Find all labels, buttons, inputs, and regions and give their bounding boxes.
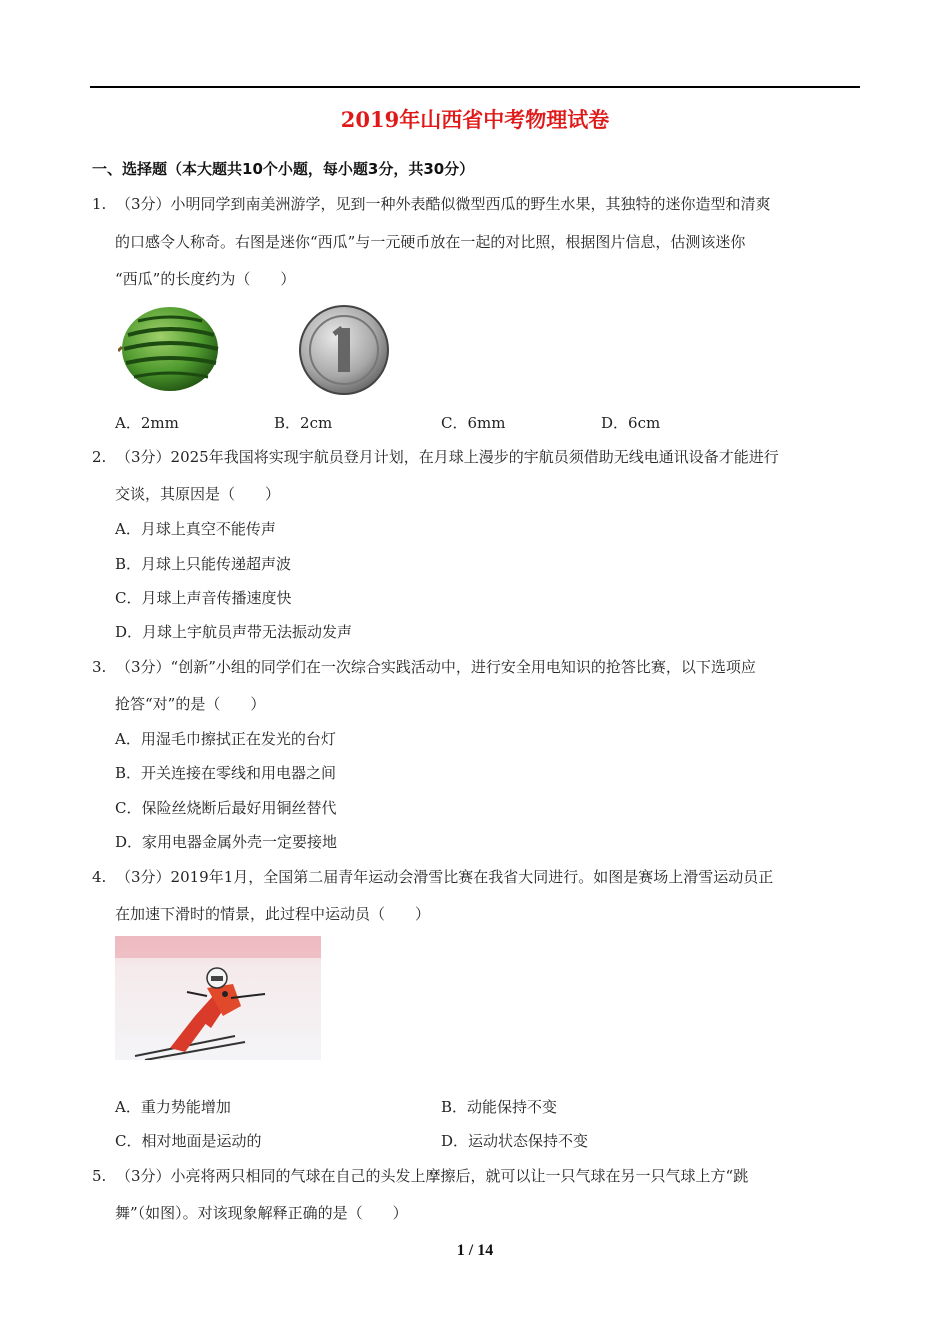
question-2-line-2: 交谈，其原因是（ ） [115,485,281,503]
question-2-option-d[interactable]: D．月球上宇航员声带无法振动发声 [115,623,353,641]
exam-title: 2019年山西省中考物理试卷 [340,107,610,132]
question-2-line-1: 2. （3分）2025年我国将实现宇航员登月计划，在月球上漫步的宇航员须借助无线电通讯设备才能进行 [92,448,779,466]
skier-image [115,936,321,1060]
question-1-option-d[interactable]: D．6cm [601,414,661,432]
question-3-option-c[interactable]: C．保险丝烧断后最好用铜丝替代 [115,799,337,817]
question-number: 1. [92,195,107,213]
question-4-option-c[interactable]: C．相对地面是运动的 [115,1132,262,1150]
section-header: 一、选择题（本大题共10个小题，每小题3分，共30分） [92,160,475,178]
question-number: 5. [92,1167,107,1185]
question-1-option-b[interactable]: B．2cm [274,414,333,432]
question-4-line-1: 4. （3分）2019年1月，全国第二届青年运动会滑雪比赛在我省大同进行。如图是赛场上滑雪运动员正 [92,868,774,886]
page-number: 1 / 14 [456,1242,494,1259]
question-4-option-d[interactable]: D．运动状态保持不变 [441,1132,589,1150]
watermelon-image [118,305,222,393]
coin-image [298,304,390,396]
question-2-option-b[interactable]: B．月球上只能传递超声波 [115,555,292,573]
question-number: 2. [92,448,107,466]
question-3-option-a[interactable]: A．用湿毛巾擦拭正在发光的台灯 [115,730,336,748]
question-5-line-1: 5. （3分）小亮将两只相同的气球在自己的头发上摩擦后，就可以让一只气球在另一只气球上方“跳 [92,1167,749,1185]
question-2-option-a[interactable]: A．月球上真空不能传声 [115,520,276,538]
question-1-line-2: 的口感令人称奇。右图是迷你“西瓜”与一元硬币放在一起的对比照，根据图片信息，估测该迷你 [115,233,746,251]
question-2-option-c[interactable]: C．月球上声音传播速度快 [115,589,292,607]
question-1-option-a[interactable]: A．2mm [115,414,179,432]
question-4-line-2: 在加速下滑时的情景，此过程中运动员（ ） [115,905,431,923]
header-rule [90,86,860,88]
question-1-line-3: “西瓜”的长度约为（ ） [115,270,296,288]
question-1-line-1: 1. （3分）小明同学到南美洲游学，见到一种外表酷似微型西瓜的野生水果，其独特的迷你造型和清爽 [92,195,771,213]
question-5-line-2: 舞”（如图）。对该现象解释正确的是（ ） [115,1204,408,1222]
question-number: 4. [92,868,107,886]
question-1-option-c[interactable]: C．6mm [441,414,506,432]
question-3-option-b[interactable]: B．开关连接在零线和用电器之间 [115,764,337,782]
question-3-line-2: 抢答“对”的是（ ） [115,695,266,713]
question-number: 3. [92,658,107,676]
question-3-option-d[interactable]: D．家用电器金属外壳一定要接地 [115,833,338,851]
question-3-line-1: 3. （3分）“创新”小组的同学们在一次综合实践活动中，进行安全用电知识的抢答比赛，以下选项应 [92,658,756,676]
question-4-option-b[interactable]: B．动能保持不变 [441,1098,558,1116]
question-4-option-a[interactable]: A．重力势能增加 [115,1098,231,1116]
